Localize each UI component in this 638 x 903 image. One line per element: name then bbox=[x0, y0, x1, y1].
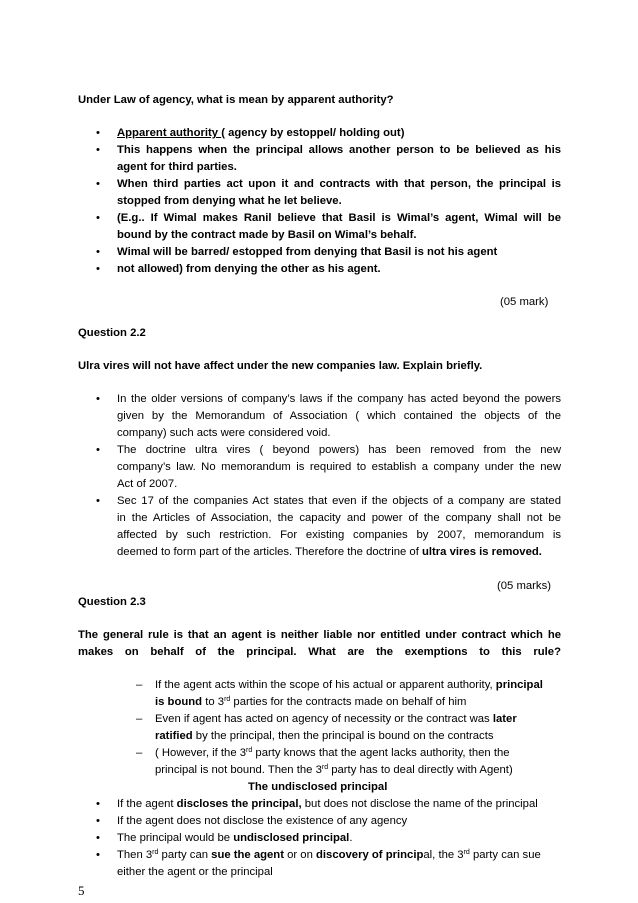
list-item: Even if agent has acted on agency of necessity or the contract was later bbox=[155, 713, 517, 725]
bullet: • bbox=[96, 798, 100, 810]
list-item: If the agent discloses the principal, but does not disclose the name of the principal bbox=[117, 798, 538, 810]
list-item-line: bound by the contract made by Basil on Wimal’s behalf. bbox=[117, 229, 417, 241]
list-item-line: stopped from denying what he let believe. bbox=[117, 195, 342, 207]
list-item-line: either the agent or the principal bbox=[117, 866, 273, 878]
page-number: 5 bbox=[78, 883, 85, 898]
question-text-line: makes on behalf of the principal. What are the exemptions to this rule? bbox=[78, 646, 561, 658]
list-item: If the agent does not disclose the existence of any agency bbox=[117, 815, 408, 827]
list-item: When third parties act upon it and contracts with that person, the principal is bbox=[117, 178, 561, 190]
subheading: The undisclosed principal bbox=[248, 781, 388, 793]
list-item-line: principal is not bound. Then the 3rd party has to deal directly with Agent) bbox=[155, 764, 513, 776]
list-item: (E.g.. If Wimal makes Ranil believe that Basil is Wimal’s agent, Wimal will be bbox=[117, 212, 561, 224]
marks-label: (05 marks) bbox=[497, 580, 551, 592]
bullet: • bbox=[96, 495, 100, 507]
list-item-line: agent for third parties. bbox=[117, 161, 237, 173]
list-item: not allowed) from denying the other as his agent. bbox=[117, 263, 381, 275]
dash-marker: – bbox=[136, 679, 143, 691]
question-title: Question 2.2 bbox=[78, 327, 146, 339]
bullet: • bbox=[96, 263, 100, 275]
bullet: • bbox=[96, 212, 100, 224]
bullet: • bbox=[96, 832, 100, 844]
bullet: • bbox=[96, 393, 100, 405]
question-text: Ulra vires will not have affect under the new companies law. Explain briefly. bbox=[78, 360, 483, 372]
dash-marker: – bbox=[136, 747, 143, 759]
bullet: • bbox=[96, 815, 100, 827]
list-item-line: is bound to 3rd parties for the contracts made on behalf of him bbox=[155, 696, 467, 708]
list-item-line: in the Articles of Association, the capacity and power of the company shall not be bbox=[117, 512, 561, 524]
list-item: Then 3rd party can sue the agent or on discovery of principal, the 3rd party can sue bbox=[117, 849, 541, 861]
bullet: • bbox=[96, 178, 100, 190]
bullet: • bbox=[96, 444, 100, 456]
bullet: • bbox=[96, 144, 100, 156]
bullet: • bbox=[96, 849, 100, 861]
list-item-line: company’s law. No memorandum is required to establish a company under the new bbox=[117, 461, 561, 473]
section-heading-apparent-authority: Under Law of agency, what is mean by apparent authority? bbox=[78, 94, 394, 106]
bullet: • bbox=[96, 246, 100, 258]
marks-label: (05 mark) bbox=[500, 296, 549, 308]
list-item: The doctrine ultra vires ( beyond powers) has been removed from the new bbox=[117, 444, 561, 456]
list-item: Wimal will be barred/ estopped from denying that Basil is not his agent bbox=[117, 246, 498, 258]
list-item: In the older versions of company’s laws if the company has acted beyond the powers bbox=[117, 393, 561, 405]
list-item: If the agent acts within the scope of his actual or apparent authority, principal bbox=[155, 679, 543, 691]
question-text: The general rule is that an agent is neither liable nor entitled under contract which he bbox=[78, 629, 561, 641]
list-item-line: ratified by the principal, then the principal is bound on the contracts bbox=[155, 730, 494, 742]
list-item-line: given by the Memorandum of Association ( which contained the objects of the bbox=[117, 410, 561, 422]
list-item-line: Act of 2007. bbox=[117, 478, 178, 490]
list-item: The principal would be undisclosed principal. bbox=[117, 832, 353, 844]
list-item: Sec 17 of the companies Act states that even if the objects of a company are stated bbox=[117, 495, 561, 507]
question-title: Question 2.3 bbox=[78, 596, 146, 608]
dash-marker: – bbox=[136, 713, 143, 725]
list-item-line: affected by such restriction. For existing companies by 2007, memorandum is bbox=[117, 529, 561, 541]
list-item: Apparent authority ( agency by estoppel/ holding out) bbox=[117, 127, 405, 139]
list-item-line: deemed to form part of the articles. Therefore the doctrine of ultra vires is removed. bbox=[117, 546, 542, 558]
bullet: • bbox=[96, 127, 100, 139]
list-item: This happens when the principal allows another person to be believed as his bbox=[117, 144, 561, 156]
list-item: ( However, if the 3rd party knows that the agent lacks authority, then the bbox=[155, 747, 510, 759]
list-item-line: company) such acts were considered void. bbox=[117, 427, 331, 439]
